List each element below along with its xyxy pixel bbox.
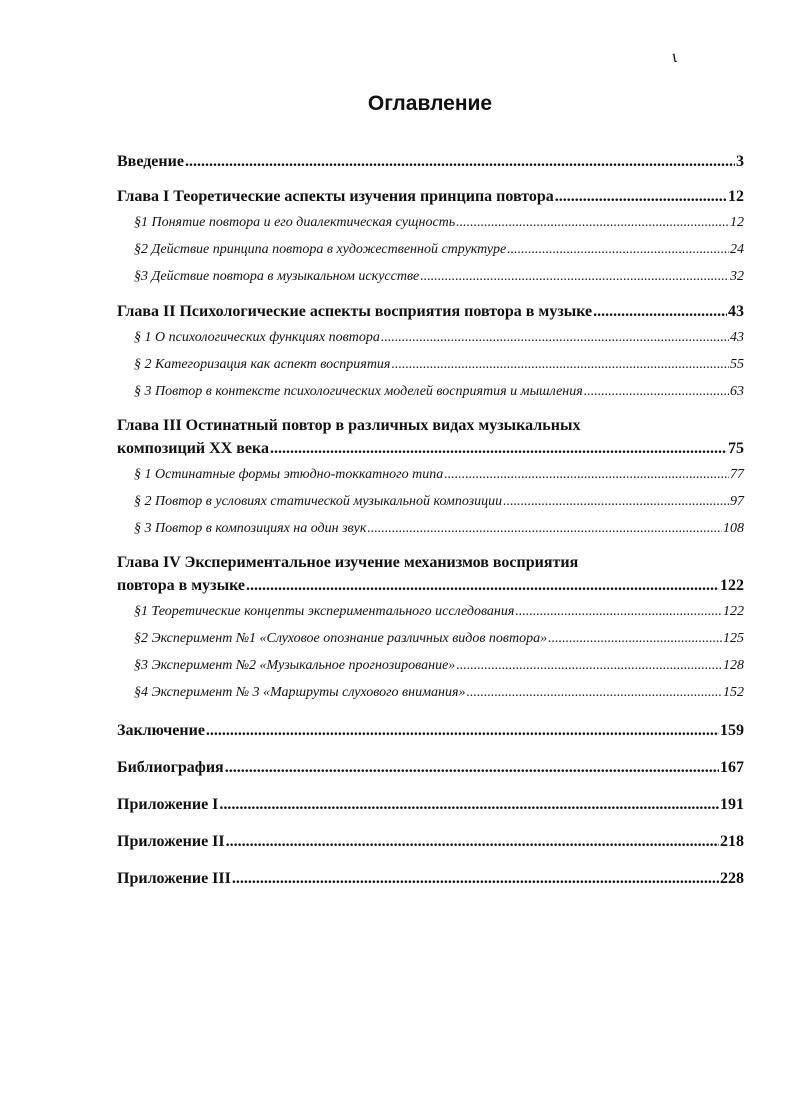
toc-page: 122 [723,604,744,619]
toc-label: § 3 Повтор в композициях на один звук [134,521,367,536]
toc-page: 159 [720,722,744,739]
leader-dots [270,437,727,461]
toc-page: 3 [736,153,744,170]
leader-dots [367,515,722,542]
table-of-contents [117,150,744,891]
leader-dots [420,263,729,290]
toc-page: 191 [720,796,744,813]
leader-dots [206,719,719,743]
leader-dots [219,793,719,817]
leader-dots [593,300,727,324]
toc-entry-section[interactable] [117,652,744,679]
toc-page: 77 [730,467,744,482]
toc-page: 12 [730,215,744,230]
toc-label: § 2 Повтор в условиях статической музыкальной композиции [134,494,503,509]
toc-entry-section[interactable] [117,263,744,290]
toc-page: 43 [728,303,744,320]
toc-label: §2 Действие принципа повтора в художественной структуре [134,242,507,257]
toc-label: Введение [117,153,184,170]
toc-entry-section[interactable] [117,209,744,236]
toc-page: 24 [730,242,744,257]
toc-page: 12 [728,188,744,205]
toc-label: Заключение [117,722,205,739]
toc-label-line-1: Глава IV Экспериментальное изучение механизмов восприятия [117,554,579,571]
toc-entry-section[interactable] [117,598,744,625]
toc-entry-section[interactable] [117,378,744,405]
toc-entry-section[interactable] [117,515,744,542]
toc-label: §3 Действие повтора в музыкальном искусстве [134,269,420,284]
toc-page: 218 [720,833,744,850]
toc-entry-chapter-4[interactable] [117,552,744,598]
leader-dots [466,679,722,706]
toc-label: §1 Теоретические концепты экспериментального исследования [134,604,515,619]
toc-entry-intro[interactable] [117,150,744,174]
leader-dots [185,150,735,174]
toc-entry-section[interactable] [117,679,744,706]
toc-entry-conclusion[interactable] [117,719,744,743]
leader-dots [444,461,729,488]
toc-label: § 3 Повтор в контексте психологических моделей восприятия и мышления [134,384,583,399]
toc-page: 167 [720,759,744,776]
toc-page: 122 [720,577,744,594]
toc-label: § 2 Категоризация как аспект восприятия [134,357,391,372]
leader-dots [232,867,719,891]
toc-entry-appendix-1[interactable] [117,793,744,817]
toc-label-line-1: Глава III Остинатный повтор в различных видах музыкальных [117,417,581,434]
toc-label: Библиография [117,759,224,776]
leader-dots [515,598,722,625]
toc-entry-section[interactable] [117,488,744,515]
toc-page: 75 [728,440,744,457]
toc-label: § 1 О психологических функциях повтора [134,330,380,345]
toc-entry-chapter-3[interactable] [117,415,744,461]
leader-dots [246,574,719,598]
toc-entry-chapter-1[interactable] [117,185,744,209]
toc-label: Приложение III [117,870,231,887]
toc-label-line-2: повтора в музыке [117,577,245,594]
leader-dots [456,209,729,236]
toc-entry-section[interactable] [117,324,744,351]
toc-page: 108 [723,521,744,536]
toc-entry-section[interactable] [117,461,744,488]
leader-dots [555,185,727,209]
leader-dots [503,488,729,515]
toc-entry-appendix-3[interactable] [117,867,744,891]
toc-label: §3 Эксперимент №2 «Музыкальное прогнозирование» [134,658,456,673]
toc-entry-appendix-2[interactable] [117,830,744,854]
toc-entry-bibliography[interactable] [117,756,744,780]
toc-page: 97 [730,494,744,509]
leader-dots [381,324,729,351]
toc-label: §2 Эксперимент №1 «Слуховое опознание различных видов повтора» [134,631,548,646]
leader-dots [584,378,729,405]
toc-page: 128 [723,658,744,673]
toc-label: Глава II Психологические аспекты восприятия повтора в музыке [117,303,593,320]
leader-dots [548,625,722,652]
toc-page: 228 [720,870,744,887]
toc-label: Приложение I [117,796,219,813]
leader-dots [225,756,719,780]
toc-page: 43 [730,330,744,345]
toc-entry-section[interactable] [117,351,744,378]
toc-label: Приложение II [117,833,225,850]
leader-dots [456,652,722,679]
leader-dots [507,236,729,263]
toc-label: §1 Понятие повтора и его диалектическая сущность [134,215,456,230]
toc-page: 63 [730,384,744,399]
page-title: Оглавление [367,92,493,115]
toc-label-line-2: композиций XX века [117,440,269,457]
toc-entry-section[interactable] [117,625,744,652]
toc-page: 125 [723,631,744,646]
toc-label: §4 Эксперимент № 3 «Маршруты слухового внимания» [134,685,466,700]
leader-dots [226,830,719,854]
toc-entry-section[interactable] [117,236,744,263]
toc-page: 32 [730,269,744,284]
toc-label: Глава I Теоретические аспекты изучения принципа повтора [117,188,554,205]
toc-entry-chapter-2[interactable] [117,300,744,324]
leader-dots [391,351,729,378]
toc-label: § 1 Остинатные формы этюдно-токкатного типа [134,467,444,482]
handwritten-mark: ɩ [670,45,679,67]
toc-page: 55 [730,357,744,372]
toc-page: 152 [723,685,744,700]
